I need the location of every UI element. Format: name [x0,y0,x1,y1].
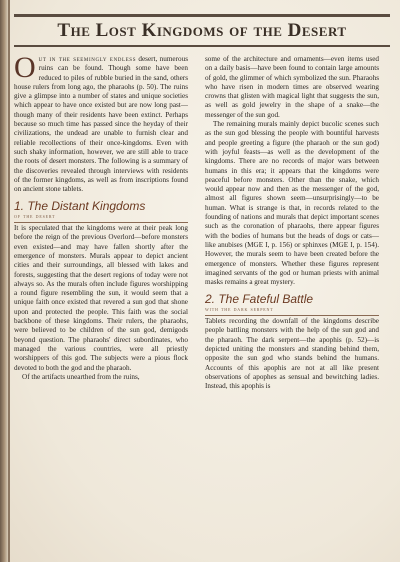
section1-paragraph-2: Of the artifacts unearthed from the ruins, [22,372,140,381]
title-rule-top [14,14,390,17]
title-banner [14,14,390,48]
right-column [205,55,379,391]
drop-cap: O [14,51,36,84]
left-column [14,51,188,382]
section-heading-fateful-battle: 2. The Fateful Battle [205,292,314,307]
right-paragraph-1: some of the architecture and ornaments—even items used on a daily basis—have been found to contain large amounts of gold, the glimmer of which symbolized the sun. Pharaohs who have risen in modern times are observed wearing crowns that glisten with magical light that suggests the sun, as well as gold jewelry in the shape of a snake—the messenger of the sun god. [205,55,379,119]
intro-paragraph [14,51,188,194]
section1-paragraph-1: It is speculated that the kingdoms were at their peak long before the reign of the previous Overlord—before monsters even existed—and may have fallen shortly after the emergence of monsters. Murals appear to depict ancient cities and their surroundings, all blessed with lakes and forests, suggesting that the desert regions of today were not always so. As the murals often include figures worshipping a round figure resembling the sun, it would seem that a unique faith once existed that revered a sun god that shone upon and protected the people. This faith was the social backbone of these kingdoms. Their rulers, the pharaohs, were believed to be children of the sun god, demigods beyond question. The pharaohs' direct subordinates, who managed the various countries, were all priestly worshippers of this god. The subjects were a pious flock devoted to both the god and the pharaoh. [14,224,188,372]
section2-paragraph-1: Tablets recording the downfall of the kingdoms describe people battling monsters with the help of the sun god and the pharaoh. The dark serpent—the apophis (p. 52)—is depicted uniting the monsters and standing behind them, opposite the sun god who stands behind the humans. Accounts of this apophis are not at all like present observations of apophes as sensual and bewitching ladies. Instead, this apophis is [205,317,379,391]
section-heading-distant-kingdoms: 1. The Distant Kingdoms [14,199,146,214]
section-subheading-dark-serpent: with the dark serpent [205,305,379,316]
intro-lead-text: ut in the seemingly endless [38,55,137,63]
page-title: The Lost Kingdoms of the Desert [57,20,347,41]
right-paragraph-2: The remaining murals mainly depict bucolic scenes such as the sun god blessing the people with bountiful harvests and people greeting a figure (the pharaoh or the sun god) with joyful feasts—as well as the development of the kingdoms. There are no records of major wars between humans in this era; it appears that the kingdoms were peaceful before monsters. Other than the snake, which would appear now and then as the messenger of the god, almost all figures shown seem—unsurprisingly—to be human. What is strange is that, in records related to the founding of nations and murals that depict important scenes such as the coronation of pharaohs, there appear figures with the bodies of humans but the heads of dogs or cats—like anubises (MGE I, p. 156) or sphinxes (MGE I, p. 154). However, the murals seem to have been created before the emergence of monsters. Whether these figures represent imagined servants of the god or human priests with animal masks remains a great mystery. [205,120,379,287]
intro-body-text: desert, numerous ruins can be found. Though some have been reduced to piles of rubble buried in the sand, others house rulers from long ago, the pharaohs (p. 50). The ruins give a glimpse into a number of states and unique societies which appear to have once existed but are now long past—though many of their residents have been extinct. Perhaps because so much time has passed since the heyday of their civilizations, the undead are unable to furnish clear and reliable recollections of their once-kingdoms. Even with such shaky information, however, we are still able to trace the roots of desert monsters. The following is a summary of the discoveries revealed through interviews with residents of the former kingdoms, as well as from inscriptions found on ancient stone tablets. [14,55,188,194]
page-edge-border [0,0,8,562]
title-rule-bottom [14,45,390,47]
section-subheading-of-the-desert: of the desert [14,212,188,223]
